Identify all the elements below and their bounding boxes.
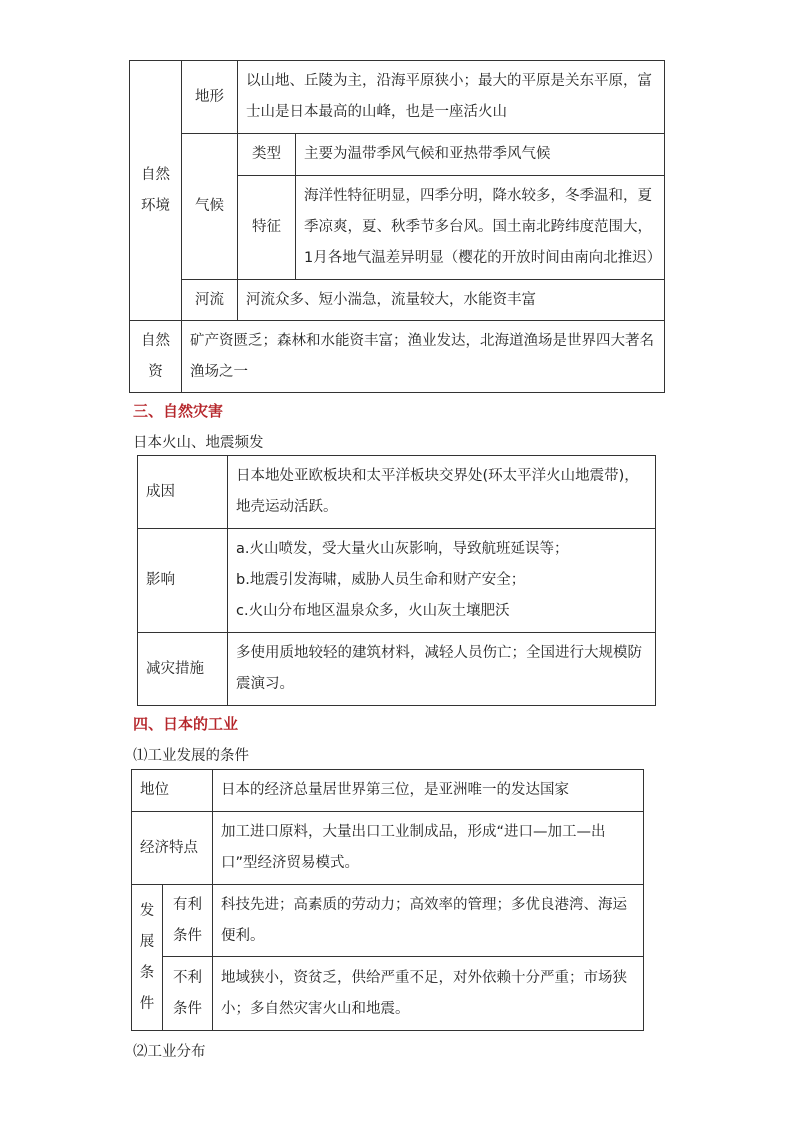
industry-table <box>131 769 644 1031</box>
section4-sub2: ⑵工业分布 <box>133 1044 206 1060</box>
cause-label: 成因 <box>138 456 228 529</box>
section3-subtitle: 日本火山、地震频发 <box>133 435 264 451</box>
nature-table <box>129 60 665 393</box>
climate-feature-text: 海洋性特征明显，四季分明，降水较多，冬季温和，夏季凉爽，夏、秋季节多台风。国土南北跨纬度范围大，1月各地气温差异明显（樱花的开放时间由南向北推迟） <box>296 176 665 280</box>
landform-text: 以山地、丘陵为主，沿海平原狭小；最大的平原是关东平原，富士山是日本最高的山峰，也是一座活火山 <box>238 61 665 134</box>
dev-label: 发展条件 <box>139 902 155 1012</box>
resource-label: 自然资 <box>140 332 170 380</box>
climate-type-text: 主要为温带季风气候和亚热带季风气候 <box>296 134 665 176</box>
river-label: 河流 <box>182 280 238 321</box>
climate-type-label: 类型 <box>238 134 296 176</box>
unfav-label: 不利条件 <box>172 969 202 1017</box>
climate-feature-label: 特征 <box>238 176 296 280</box>
impact-label: 影响 <box>138 529 228 633</box>
impact-a: a.火山喷发，受大量火山灰影响，导致航班延误等； <box>236 541 569 557</box>
nature-env-label: 自然环境 <box>140 166 170 214</box>
measure-text: 多使用质地较轻的建筑材料，减轻人员伤亡；全国进行大规模防震演习。 <box>228 633 656 706</box>
impact-b: b.地震引发海啸，威胁人员生命和财产安全； <box>236 572 526 588</box>
climate-label: 气候 <box>182 134 238 280</box>
resource-text: 矿产资匮乏；森林和水能资丰富；渔业发达，北海道渔场是世界四大著名渔场之一 <box>182 321 665 393</box>
unfav-text: 地域狭小，资贫乏，供给严重不足，对外依赖十分严重；市场狭小；多自然灾害火山和地震。 <box>213 957 644 1031</box>
impact-c: c.火山分布地区温泉众多，火山灰土壤肥沃 <box>236 603 510 619</box>
resource-cell <box>130 321 182 393</box>
nature-env-cell <box>130 61 182 321</box>
status-text: 日本的经济总量居世界第三位，是亚洲唯一的发达国家 <box>213 770 644 812</box>
dev-cell <box>132 885 163 1031</box>
impact-cell <box>228 529 656 633</box>
fav-text: 科技先进；高素质的劳动力；高效率的管理；多优良港湾、海运便利。 <box>213 885 644 957</box>
cause-text: 日本地处亚欧板块和太平洋板块交界处(环太平洋火山地震带)，地壳运动活跃。 <box>228 456 656 529</box>
section3-heading: 三、自然灾害 <box>133 402 224 420</box>
econ-text: 加工进口原料，大量出口工业制成品，形成“进口—加工—出口”型经济贸易模式。 <box>213 812 644 885</box>
landform-label: 地形 <box>182 61 238 134</box>
econ-label: 经济特点 <box>132 812 213 885</box>
fav-cell <box>163 885 213 957</box>
status-label: 地位 <box>132 770 213 812</box>
unfav-cell <box>163 957 213 1031</box>
section4-heading: 四、日本的工业 <box>133 715 239 733</box>
river-text: 河流众多、短小湍急，流量较大，水能资丰富 <box>238 280 665 321</box>
disaster-table <box>137 455 656 706</box>
fav-label: 有利条件 <box>172 896 202 944</box>
measure-label: 减灾措施 <box>138 633 228 706</box>
section4-sub1: ⑴工业发展的条件 <box>133 748 249 764</box>
